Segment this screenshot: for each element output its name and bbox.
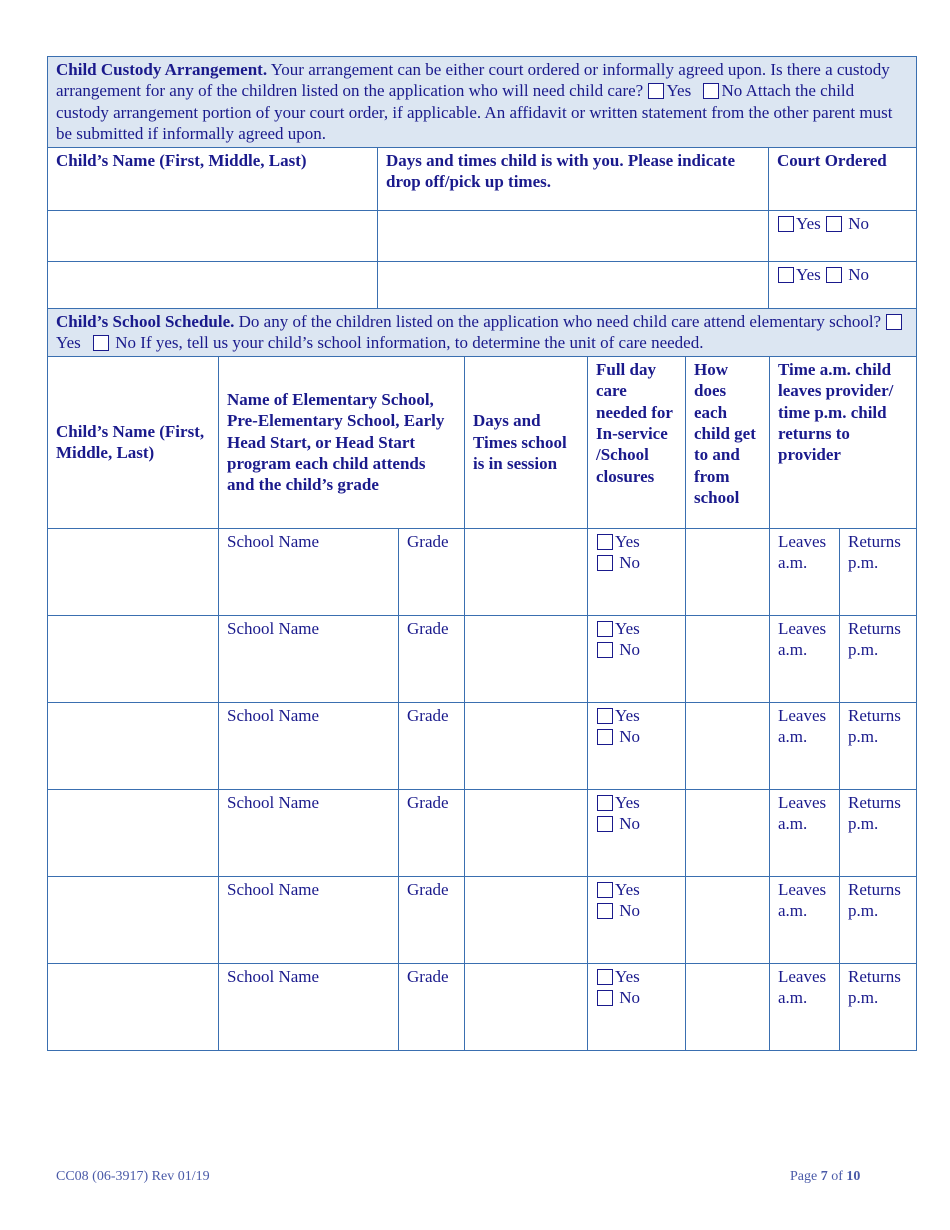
school-heading: Child’s School Schedule. bbox=[56, 312, 235, 331]
fullday-yes-checkbox[interactable] bbox=[597, 795, 613, 811]
school-row bbox=[48, 876, 917, 963]
leaves-field[interactable]: Leaves a.m. bbox=[770, 702, 840, 789]
page-number: 7 bbox=[820, 1169, 828, 1184]
returns-field[interactable]: Returns p.m. bbox=[840, 876, 917, 963]
leaves-field[interactable]: Leaves a.m. bbox=[770, 876, 840, 963]
fullday-yes-checkbox[interactable] bbox=[597, 621, 613, 637]
custody-table bbox=[47, 56, 917, 313]
returns-field[interactable]: Returns p.m. bbox=[840, 963, 917, 1050]
custody-no-checkbox[interactable] bbox=[703, 83, 719, 99]
session-days-field[interactable] bbox=[465, 528, 588, 615]
leaves-field[interactable]: Leaves a.m. bbox=[770, 789, 840, 876]
session-days-field[interactable] bbox=[465, 615, 588, 702]
custody-court-cell bbox=[769, 261, 917, 312]
fullday-no-checkbox[interactable] bbox=[597, 816, 613, 832]
fullday-no-label: No bbox=[619, 727, 641, 747]
page-indicator bbox=[790, 1169, 860, 1185]
session-days-field[interactable] bbox=[465, 876, 588, 963]
custody-header bbox=[48, 57, 917, 148]
custody-row bbox=[48, 210, 917, 261]
school-no-checkbox[interactable] bbox=[93, 335, 109, 351]
court-yes-checkbox[interactable] bbox=[778, 267, 794, 283]
custody-days-field[interactable] bbox=[378, 210, 769, 261]
fullday-yes-checkbox[interactable] bbox=[597, 969, 613, 985]
page-total: 10 bbox=[846, 1169, 861, 1184]
fullday-no-label: No bbox=[619, 553, 641, 573]
fullday-no-checkbox[interactable] bbox=[597, 990, 613, 1006]
school-question: Do any of the children listed on the application who need child care attend elementary school? bbox=[238, 312, 882, 331]
school-no-label: No bbox=[115, 333, 137, 353]
child-name-field[interactable] bbox=[48, 789, 219, 876]
leaves-field[interactable]: Leaves a.m. bbox=[770, 615, 840, 702]
fullday-cell bbox=[588, 528, 686, 615]
custody-heading: Child Custody Arrangement. bbox=[56, 60, 268, 79]
child-name-field[interactable] bbox=[48, 528, 219, 615]
custody-yes-checkbox[interactable] bbox=[648, 83, 664, 99]
grade-field[interactable]: Grade bbox=[399, 789, 465, 876]
school-section bbox=[47, 308, 916, 1051]
child-name-field[interactable] bbox=[48, 702, 219, 789]
transport-field[interactable] bbox=[686, 528, 770, 615]
form-id: CC08 (06-3917) Rev 01/19 bbox=[56, 1169, 210, 1184]
school-row bbox=[48, 963, 917, 1050]
school-followup: If yes, tell us your child’s school information, to determine the unit of care needed. bbox=[140, 333, 704, 353]
fullday-no-label: No bbox=[619, 640, 641, 660]
school-col-school: Name of Elementary School, Pre-Elementary School, Early Head Start, or Head Start program each child attends and the child’s grade bbox=[219, 356, 465, 528]
fullday-no-checkbox[interactable] bbox=[597, 642, 613, 658]
school-name-field[interactable]: School Name bbox=[219, 789, 399, 876]
court-no-label: No bbox=[848, 264, 870, 284]
court-yes-label: Yes bbox=[796, 213, 821, 233]
fullday-yes-label: Yes bbox=[615, 531, 640, 551]
fullday-yes-checkbox[interactable] bbox=[597, 534, 613, 550]
school-row bbox=[48, 702, 917, 789]
fullday-no-checkbox[interactable] bbox=[597, 729, 613, 745]
school-header bbox=[48, 309, 917, 357]
grade-field[interactable]: Grade bbox=[399, 963, 465, 1050]
fullday-cell bbox=[588, 615, 686, 702]
fullday-no-checkbox[interactable] bbox=[597, 555, 613, 571]
fullday-no-label: No bbox=[619, 901, 641, 921]
custody-child-name-field[interactable] bbox=[48, 261, 378, 312]
custody-no-label: No bbox=[721, 81, 743, 101]
transport-field[interactable] bbox=[686, 702, 770, 789]
custody-col-days: Days and times child is with you. Please indicate drop off/pick up times. bbox=[378, 147, 769, 210]
returns-field[interactable]: Returns p.m. bbox=[840, 789, 917, 876]
court-yes-checkbox[interactable] bbox=[778, 216, 794, 232]
returns-field[interactable]: Returns p.m. bbox=[840, 615, 917, 702]
school-col-days: Days and Times school is in session bbox=[465, 356, 588, 528]
custody-section bbox=[47, 56, 916, 313]
fullday-cell bbox=[588, 789, 686, 876]
school-col-name: Child’s Name (First, Middle, Last) bbox=[48, 356, 219, 528]
school-row bbox=[48, 528, 917, 615]
transport-field[interactable] bbox=[686, 876, 770, 963]
session-days-field[interactable] bbox=[465, 702, 588, 789]
custody-child-name-field[interactable] bbox=[48, 210, 378, 261]
court-no-checkbox[interactable] bbox=[826, 216, 842, 232]
school-table bbox=[47, 308, 917, 1051]
leaves-field[interactable]: Leaves a.m. bbox=[770, 528, 840, 615]
court-no-label: No bbox=[848, 213, 870, 233]
school-yes-checkbox[interactable] bbox=[886, 314, 902, 330]
school-yes-label: Yes bbox=[56, 333, 81, 353]
grade-field[interactable]: Grade bbox=[399, 528, 465, 615]
custody-col-court: Court Ordered bbox=[769, 147, 917, 210]
school-name-field[interactable]: School Name bbox=[219, 963, 399, 1050]
custody-days-field[interactable] bbox=[378, 261, 769, 312]
fullday-yes-label: Yes bbox=[615, 618, 640, 638]
returns-field[interactable]: Returns p.m. bbox=[840, 702, 917, 789]
leaves-field[interactable]: Leaves a.m. bbox=[770, 963, 840, 1050]
school-name-field[interactable]: School Name bbox=[219, 615, 399, 702]
fullday-yes-checkbox[interactable] bbox=[597, 708, 613, 724]
fullday-yes-label: Yes bbox=[615, 879, 640, 899]
fullday-cell bbox=[588, 963, 686, 1050]
school-col-time: Time a.m. child leaves provider/ time p.m. child returns to provider bbox=[770, 356, 917, 528]
transport-field[interactable] bbox=[686, 615, 770, 702]
fullday-no-label: No bbox=[619, 988, 641, 1008]
fullday-yes-label: Yes bbox=[615, 705, 640, 725]
custody-intro: Your arrangement can be either court ordered or informally agreed upon. Is there a custody arrangement for any of the children listed on the application who will need child care? bbox=[56, 60, 890, 101]
custody-court-cell bbox=[769, 210, 917, 261]
fullday-yes-checkbox[interactable] bbox=[597, 882, 613, 898]
court-yes-label: Yes bbox=[796, 264, 821, 284]
custody-yes-label: Yes bbox=[666, 81, 692, 101]
school-col-how: How does each child get to and from school bbox=[686, 356, 770, 528]
fullday-yes-label: Yes bbox=[615, 792, 640, 812]
school-col-fullday: Full day care needed for In-service /School closures bbox=[588, 356, 686, 528]
custody-row bbox=[48, 261, 917, 312]
custody-col-name: Child’s Name (First, Middle, Last) bbox=[48, 147, 378, 210]
school-row bbox=[48, 789, 917, 876]
transport-field[interactable] bbox=[686, 789, 770, 876]
transport-field[interactable] bbox=[686, 963, 770, 1050]
fullday-cell bbox=[588, 876, 686, 963]
school-row bbox=[48, 615, 917, 702]
grade-field[interactable]: Grade bbox=[399, 615, 465, 702]
custody-attach-note: Attach the child custody arrangement portion of your court order, if applicable. An affidavit or written statement from the other parent must be submitted if informally agreed upon. bbox=[56, 81, 893, 144]
grade-field[interactable]: Grade bbox=[399, 702, 465, 789]
school-name-field[interactable]: School Name bbox=[219, 528, 399, 615]
returns-field[interactable]: Returns p.m. bbox=[840, 528, 917, 615]
fullday-yes-label: Yes bbox=[615, 966, 640, 986]
child-name-field[interactable] bbox=[48, 615, 219, 702]
school-name-field[interactable]: School Name bbox=[219, 876, 399, 963]
grade-field[interactable]: Grade bbox=[399, 876, 465, 963]
fullday-cell bbox=[588, 702, 686, 789]
child-name-field[interactable] bbox=[48, 876, 219, 963]
fullday-no-checkbox[interactable] bbox=[597, 903, 613, 919]
child-name-field[interactable] bbox=[48, 963, 219, 1050]
session-days-field[interactable] bbox=[465, 963, 588, 1050]
court-no-checkbox[interactable] bbox=[826, 267, 842, 283]
page-label: Page bbox=[790, 1169, 818, 1184]
of-label: of bbox=[831, 1169, 843, 1184]
school-name-field[interactable]: School Name bbox=[219, 702, 399, 789]
fullday-no-label: No bbox=[619, 814, 641, 834]
session-days-field[interactable] bbox=[465, 789, 588, 876]
